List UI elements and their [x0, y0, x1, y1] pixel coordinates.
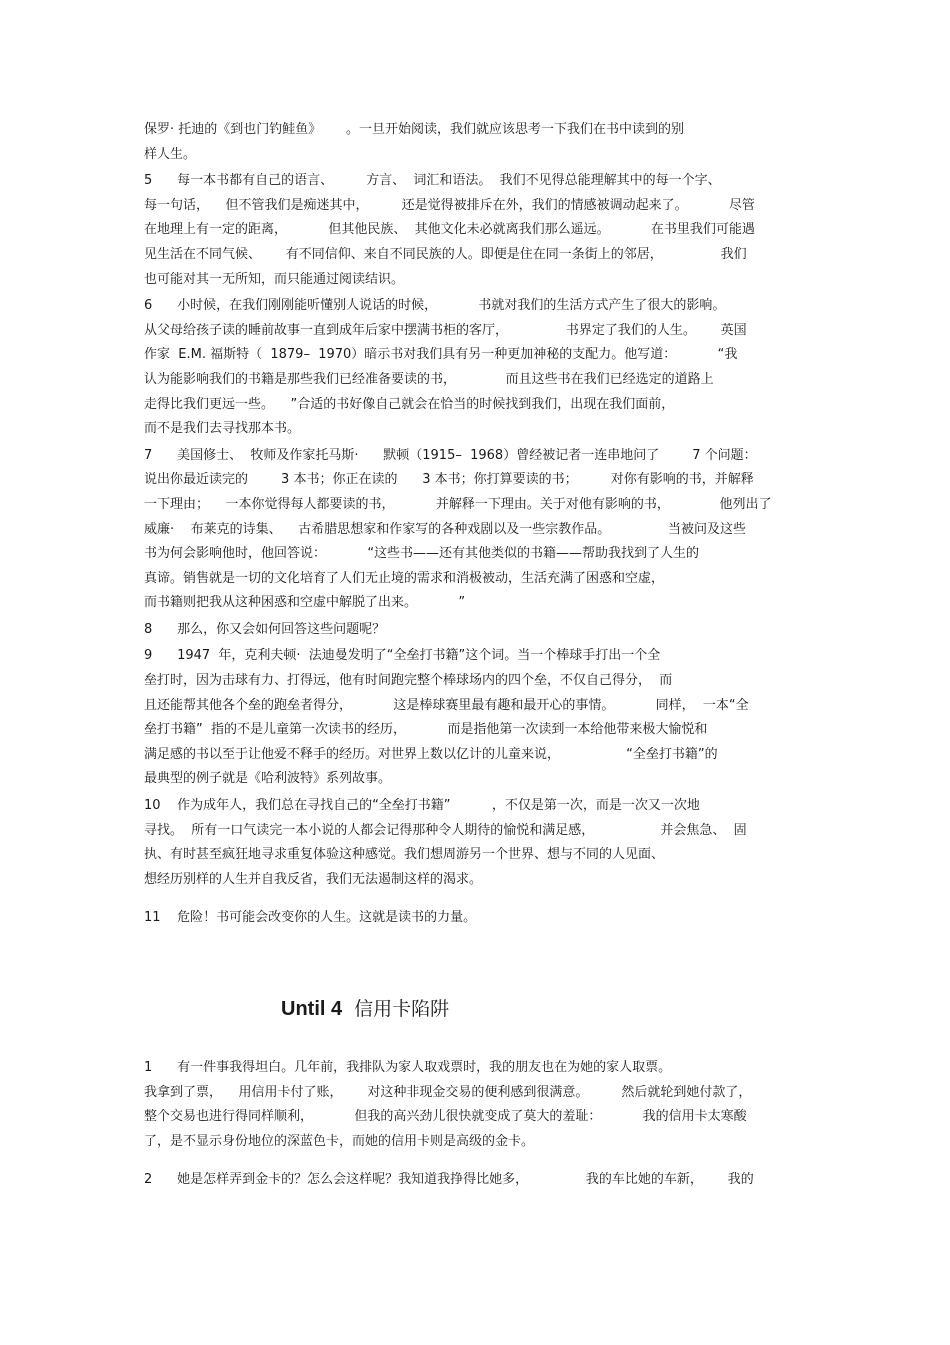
text-line: 且还能帮其他各个垒的跑垒者得分， 这是棒球赛里最有趣和最开心的事情。 同样， 一本“全 — [144, 697, 749, 713]
paragraph-6 — [144, 294, 808, 442]
text-line: 一下理由； 一本你觉得每人都要读的书， 并解释一下理由。关于对他有影响的书， 他列出了 — [144, 496, 772, 512]
text-line: 2 她是怎样弄到金卡的？怎么会这样呢？我知道我挣得比她多， 我的车比她的车新， 我的 — [144, 1172, 754, 1188]
unit-title: 信用卡陷阱 — [354, 998, 450, 1020]
text-line: 6 小时候，在我们刚刚能听懂别人说话的时候， 书就对我们的生活方式产生了很大的影响。 — [144, 298, 726, 314]
text-line: 保罗· 托迪的《到也门钓鲑鱼》 。一旦开始阅读，我们就应该思考一下我们在书中读到的别 — [144, 122, 685, 137]
paragraph-8 — [144, 618, 808, 643]
text-line: 样人生。 — [144, 146, 197, 162]
text-line: 整个交易也进行得同样顺利， 但我的高兴劲儿很快就变成了莫大的羞耻： 我的信用卡太寒酸 — [144, 1109, 747, 1125]
paragraph-unit4-2 — [144, 1168, 808, 1193]
text-line: 想经历别样的人生并自我反省，我们无法遏制这样的渴求。 — [144, 871, 483, 887]
text-line: 见生活在不同气候、 有不同信仰、来自不同民族的人。即便是住在同一条街上的邻居， 我们 — [144, 246, 747, 262]
paragraph-11 — [144, 906, 808, 931]
text-line: 寻找。 所有一口气读完一本小说的人都会记得那种令人期待的愉悦和满足感， 并会焦急、 固 — [144, 822, 747, 838]
text-line: 作家 E.M. 福斯特（ 1879– 1970）暗示书对我们具有另一种更加神秘的支配力。他写道： “我 — [144, 347, 738, 363]
text-line: 说出你最近读完的 3 本书；你正在读的 3 本书；你打算要读的书； 对你有影响的书，并解释 — [144, 472, 754, 488]
text-line: 9 1947 年，克利夫顿· 法迪曼发明了“全垒打书籍”这个词。当一个棒球手打出一个全 — [144, 648, 661, 664]
text-line: 我拿到了票， 用信用卡付了账， 对这种非现金交易的便利感到很满意。 然后就轮到她付款了， — [144, 1084, 752, 1100]
paragraph-10 — [144, 794, 808, 892]
text-line: 书为何会影响他时，他回答说： “这些书——还有其他类似的书籍——帮助我找到了人生的 — [144, 546, 700, 562]
text-line: 也可能对其一无所知，而只能通过阅读结识。 — [144, 271, 405, 287]
text-line: 11 危险！书可能会改变你的人生。这就是读书的力量。 — [144, 910, 477, 926]
text-line: 而不是我们去寻找那本书。 — [144, 421, 301, 437]
text-line: 威廉· 布莱克的诗集、 古希腊思想家和作家写的各种戏剧以及一些宗教作品。 当被问及这些 — [144, 521, 747, 537]
text-line: 5 每一本书都有自己的语言、 方言、 词汇和语法。 我们不见得总能理解其中的每一个字、 — [144, 173, 721, 189]
text-line: 10 作为成年人，我们总在寻找自己的“全垒打书籍” ，不仅是第一次，而是一次又一次地 — [144, 798, 700, 814]
text-line: 在地理上有一定的距离， 但其他民族、 其他文化未必就离我们那么遥远。 在书里我们可能遇 — [144, 222, 755, 238]
text-line: 认为能影响我们的书籍是那些我们已经准备要读的书， 而且这些书在我们已经选定的道路上 — [144, 371, 714, 387]
paragraph-9 — [144, 644, 808, 792]
unit-heading — [144, 989, 808, 1029]
document-page — [144, 118, 808, 1193]
text-line: 走得比我们更远一些。 ”合适的书好像自己就会在恰当的时候找到我们，出现在我们面前， — [144, 396, 675, 412]
text-line: 满足感的书以至于让他爱不释手的经历。对世界上数以亿计的儿童来说， “全垒打书籍”的 — [144, 746, 718, 762]
text-line: 真谛。销售就是一切的文化培育了人们无止境的需求和消极被动，生活充满了困惑和空虚， — [144, 570, 665, 586]
paragraph-5 — [144, 169, 808, 292]
text-line: 执、有时甚至疯狂地寻求重复体验这种感觉。我们想周游另一个世界、想与不同的人见面、 — [144, 847, 665, 863]
text-line: 了，是不显示身份地位的深蓝色卡，而她的信用卡则是高级的金卡。 — [144, 1133, 535, 1149]
paragraph-7 — [144, 444, 808, 616]
text-line: 7 美国修士、 牧师及作家托马斯· 默顿（1915– 1968）曾经被记者一连串地问了 7 个问题： — [144, 447, 757, 463]
text-line: 最典型的例子就是《哈利波特》系列故事。 — [144, 771, 392, 787]
text-line: 垒打书籍” 指的不是儿童第一次读书的经历， 而是指他第一次读到一本给他带来极大愉悦和 — [144, 722, 708, 738]
text-line: 而书籍则把我从这种困惑和空虚中解脱了出来。 ” — [144, 595, 466, 611]
paragraph-unit4-1 — [144, 1056, 808, 1154]
text-line: 每一句话， 但不管我们是痴迷其中， 还是觉得被排斥在外，我们的情感被调动起来了。 尽管 — [144, 197, 755, 213]
text-line: 8 那么，你又会如何回答这些问题呢？ — [144, 621, 386, 637]
text-line: 从父母给孩子读的睡前故事一直到成年后家中摆满书柜的客厅， 书界定了我们的人生。 英国 — [144, 322, 747, 338]
paragraph-intro-end — [144, 118, 808, 167]
unit-label: Until 4 — [281, 998, 343, 1020]
text-line: 1 有一件事我得坦白。几年前，我排队为家人取戏票时，我的朋友也在为她的家人取票。 — [144, 1060, 672, 1075]
text-line: 垒打时，因为击球有力、打得远，他有时间跑完整个棒球场内的四个垒，不仅自己得分， 而 — [144, 673, 673, 689]
